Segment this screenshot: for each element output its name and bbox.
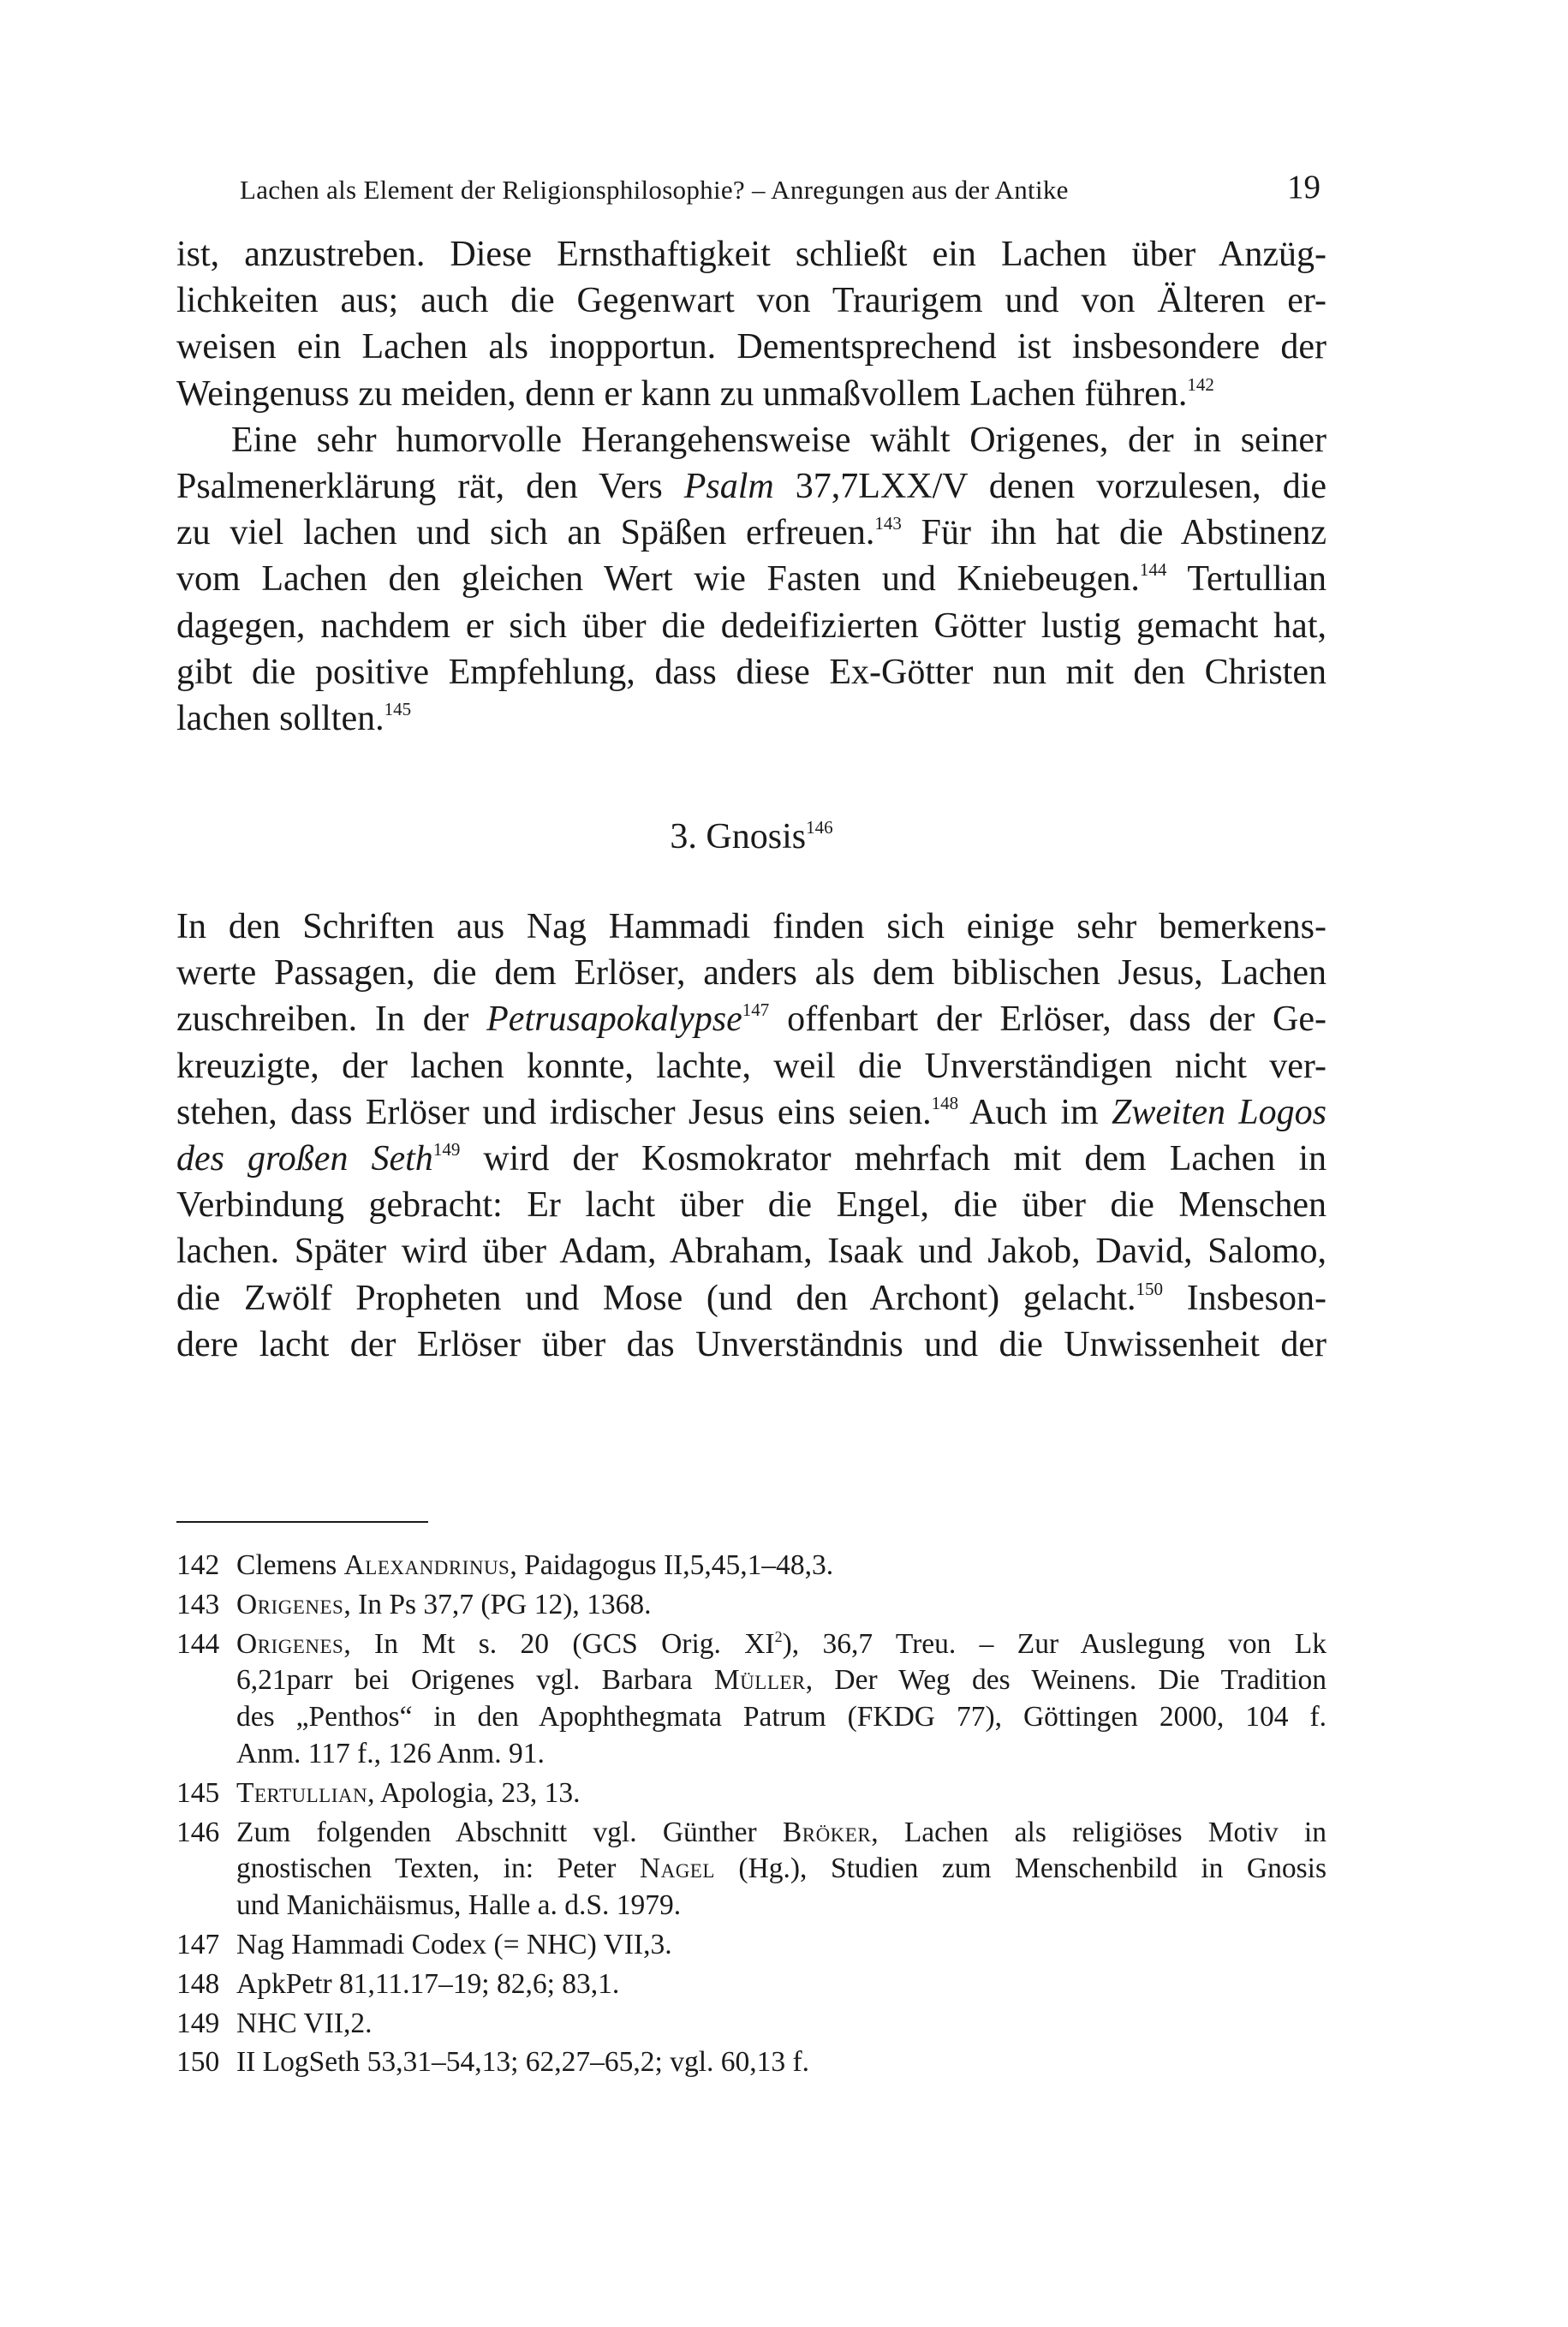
section-heading: 3. Gnosis$^{146}$ [670,817,833,856]
text-line: stehen, dass Erlöser und irdischer Jesus eins seien.$^{148}$ Auch im Zweiten Logos [176,1092,1327,1132]
text-line: vom Lachen den gleichen Wert wie Fasten und Kniebeugen.$^{144}$ Tertullian [176,559,1327,600]
footnote-ref: 148 [931,1092,959,1113]
text-line: dagegen, nachdem er sich über die dedeifizierten Götter lustig gemacht hat, [176,606,1327,646]
text-line: In den Schriften aus Nag Hammadi finden sich einige sehr bemerkens- [176,907,1327,946]
footnote-144: 144 Origenes, In Mt s. 20 (GCS Orig. $XI^2$), 36,7 Treu. – Zur Auslegung von Lk 6,21parr bei Origenes vgl. Barbara Müller, Der Weg des Weinens. Die Tradition des „Penthos“ in den Apophthegmata Patrum (FKDG 77), Göttingen 2000, 104 f. Anm. 117 f., 126 Anm. 91. [176,1626,1327,1773]
footnote-separator [176,1521,428,1523]
footnote-number: 142 [176,1549,220,1581]
footnote-ref: 146 [806,817,833,838]
footnote-ref: 143 [874,513,902,534]
text-line: weisen ein Lachen als inopportun. Dementsprechend ist insbesondere der [176,327,1327,367]
running-head: Lachen als Element der Religionsphilosophie? – Anregungen aus der Antike [240,175,1069,205]
text-line: Verbindung gebracht: Er lacht über die Engel, die über die Menschen [176,1185,1327,1226]
footnote-149: 149 NHC VII,2. [176,2006,1327,2043]
footnote-number: 150 [176,2046,220,2079]
page-number: 19 [1287,169,1321,206]
footnote-number: 149 [176,2007,220,2039]
footnotes [176,1548,1327,2084]
text-line: kreuzigte, der lachen konnte, lachte, weil die Unverständigen nicht ver- [176,1046,1327,1086]
footnote-148: 148 ApkPetr 81,11.17–19; 82,6; 83,1. [176,1966,1327,2003]
footnote-number: 144 [176,1627,220,1660]
footnote-ref: 147 [742,999,770,1021]
text-line: Weingenuss zu meiden, denn er kann zu unmaßvollem Lachen führen.$^{142}$ [176,373,1214,414]
footnote-ref: 145 [384,698,412,719]
text-line: die Zwölf Propheten und Mose (und den Archont) gelacht.$^{150}$ Insbeson- [176,1278,1327,1318]
footnote-143: 143 Origenes, In Ps 37,7 (PG 12), 1368. [176,1587,1327,1624]
text-line: werte Passagen, die dem Erlöser, anders als dem biblischen Jesus, Lachen [176,953,1327,993]
text-line: zu viel lachen und sich an Späßen erfreuen.$^{143}$ Für ihn hat die Abstinenz [176,513,1327,553]
text-line: lichkeiten aus; auch die Gegenwart von Traurigem und von Älteren er- [176,281,1327,321]
text-line: Eine sehr humorvolle Herangehensweise wählt Origenes, der in seiner [231,420,1327,460]
footnote-ref: 144 [1139,559,1167,581]
footnote-number: 143 [176,1588,220,1620]
footnote-145: 145 Tertullian, Apologia, 23, 13. [176,1775,1327,1812]
text-line: des großen Seth$^{149}$ wird der Kosmokrator mehrfach mit dem Lachen in [176,1138,1327,1178]
footnote-number: 145 [176,1776,220,1809]
page-header [240,168,1321,211]
text-line: lachen. Später wird über Adam, Abraham, Isaak und Jakob, David, Salomo, [176,1232,1327,1272]
footnote-ref: 142 [1187,373,1214,395]
footnote-ref: 150 [1136,1278,1164,1299]
body-section-1 [176,231,1327,742]
footnote-number: 148 [176,1967,220,2000]
text-line: gibt die positive Empfehlung, dass diese Ex-Götter nun mit den Christen [176,652,1327,692]
text-line: dere lacht der Erlöser über das Unverständnis und die Unwissenheit der [176,1324,1327,1364]
footnote-ref: 149 [432,1138,461,1160]
text-line: ist, anzustreben. Diese Ernsthaftigkeit schließt ein Lachen über Anzüg- [176,235,1327,274]
footnote-142: 142 Clemens Alexandrinus, Paidagogus II,5,45,1–48,3. [176,1548,1327,1584]
text-line: lachen sollten.$^{145}$ [176,698,412,738]
footnote-147: 147 Nag Hammadi Codex (= NHC) VII,3. [176,1927,1327,1964]
body-section-2 [176,904,1327,1368]
footnote-number: 146 [176,1816,220,1848]
text-line: Psalmenerklärung rät, den Vers Psalm 37,7LXX/V denen vorzulesen, die [176,466,1327,506]
footnote-150: 150 II LogSeth 53,31–54,13; 62,27–65,2; vgl. 60,13 f. [176,2044,1327,2081]
footnote-146: 146 Zum folgenden Abschnitt vgl. Günther Bröker, Lachen als religiöses Motiv in gnostischen Texten, in: Peter Nagel (Hg.), Studien zum Menschenbild in Gnosis und Manichäismus, Halle a. d.S. 1979. [176,1815,1327,1924]
footnote-number: 147 [176,1928,220,1960]
text-line: zuschreiben. In der Petrusapokalypse$^{147}$ offenbart der Erlöser, dass der Ge- [176,999,1327,1040]
